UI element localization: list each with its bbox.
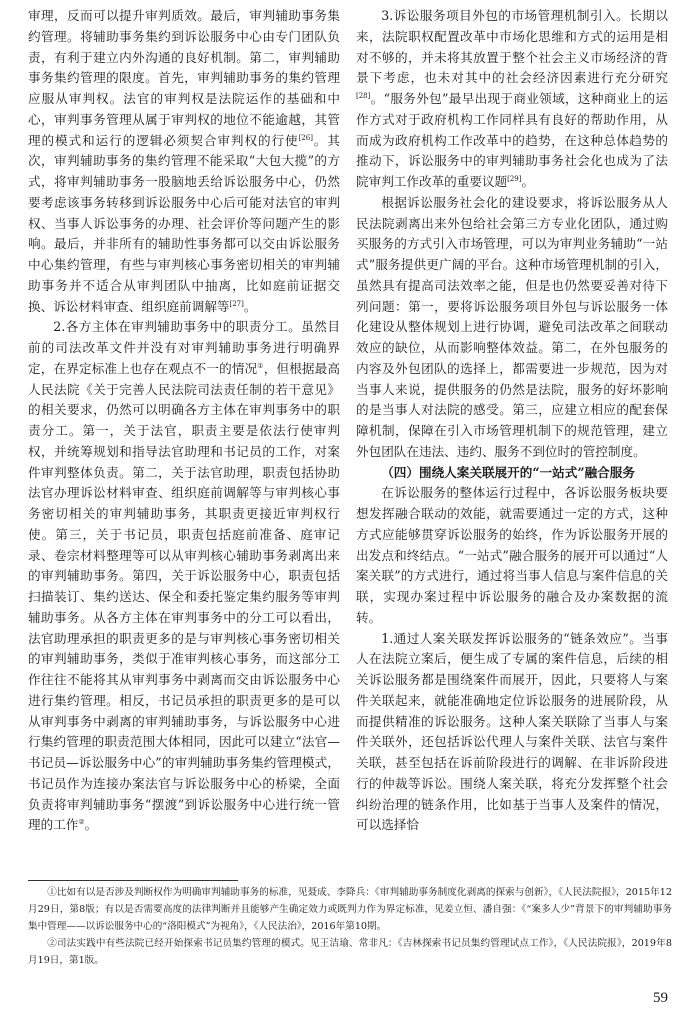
footnote-marker: ② xyxy=(78,818,85,827)
citation-ref: [28] xyxy=(356,91,371,100)
footnote-marker: ① xyxy=(257,361,264,370)
page-number: 59 xyxy=(653,990,668,1006)
right-column xyxy=(356,6,668,836)
footnote-divider xyxy=(28,880,238,881)
paragraph: 1.通过人案关联发挥诉讼服务的“链条效应”。当事人在法院立案后，便生成了专属的案件信息，后续的相关诉讼服务都是围绕案件而展开，因此，只要将人与案件关联起来，就能准确地定位诉讼服务的进展阶段，从而提供精准的诉讼服务。这种人案关联除了当事人与案件关联外，还包括诉讼代理人与案件关联、法官与案件关联，甚至包括在诉前阶段进行的调解、在非诉阶段进行的仲裁等诉讼。围绕人案关联，将充分发挥整个社会纠纷治理的链条作用，比如基于当事人及案件的情况，可以选择恰 xyxy=(356,630,668,833)
citation-ref: [26] xyxy=(298,133,313,142)
section-heading: （四）围绕人案关联展开的“一站式”融合服务 xyxy=(381,464,635,480)
footnotes xyxy=(28,884,672,969)
paragraph: 2.各方主体在审判辅助事务中的职责分工。虽然目前的司法改革文件并没有对审判辅助事务进行明确界定，在界定标准上也存在观点不一的情况①，但根据最高人民法院《关于完善人民法院司法责任制的若干意见》的相关要求，仍然可以明确各方主体在审判事务中的职责分工。第一，关于法官，职责主要是依法行使审判权，并统筹规划和指导法官助理和书记员的工作，对案件审判整体负责。第二，关于法官助理，职责包括协助法官办理诉讼材料审查、组织庭前调解等与审判核心事务密切相关的审判辅助事务，其职责更接近审判权行使。第三，关于书记员，职责包括庭前准备、庭审记录、卷宗材料整理等可以从审判核心辅助事务剥离出来的审判辅助事务。第四，关于诉讼服务中心，职责包括扫描装订、集约送达、保全和委托鉴定集约服务等审判辅助事务。从各方主体在审判事务中的分工可以看出，法官助理承担的职责更多的是与审判核心事务密切相关的审判辅助事务，类似于准审判核心事务，而这部分工作往往不能将其从审判事务中剥离而交由诉讼服务中心进行集约管理。相反，书记员承担的职责更多的是可以从审判事务中剥离的审判辅助事务，与诉讼服务中心进行集约管理的职责范围大体相同，因此可以建立“法官—书记员—诉讼服务中心”的审判辅助事务集约管理模式，书记员作为连接办案法官与诉讼服务中心的桥梁，全面负责将审判辅助事务“摆渡”到诉讼服务中心进行统一管理的工作②。 xyxy=(28,319,341,833)
footnote: ①比如有以是否涉及判断权作为明确审判辅助事务的标准，见聂成、李降兵：《审判辅助事务制度化剥离的探索与创新》，《人民法院报》，2015年12月29日，第8版；有以是否需要高度的法律判断并且能够产生确定效力或既判力作为界定标准，见姜立恒、潘自强：《“案多人少”背景下的审判辅助事务集中管理——以诉讼服务中心的“洛阳模式”为视角》，《人民法治》，2016年第10期。 xyxy=(28,887,672,932)
paragraph: 3.诉讼服务项目外包的市场管理机制引入。长期以来，法院职权配置改革中市场化思维和方式的运用是相对不够的，并未将其放置于整个社会主义市场经济的背景下考虑，也未对其中的社会经济因素进行充分研究[28]。“服务外包”最早出现于商业领域，这种商业上的运作方式对于政府机构工作同样具有良好的帮助作用，从而成为政府机构工作改革中的趋势，在这种总体趋势的推动下，诉讼服务中的审判辅助事务社会化也成为了法院审判工作改革的重要议题[29]。 xyxy=(356,8,668,189)
paragraph: 在诉讼服务的整体运行过程中，各诉讼服务板块要想发挥融合联动的效能，就需要通过一定的方式，这种方式应能够贯穿诉讼服务的始终，作为诉讼服务开展的出发点和终结点。“一站式”融合服务的展开可以通过“人案关联”的方式进行，通过将当事人信息与案件信息的关联，实现办案过程中诉讼服务的融合及办案数据的流转。 xyxy=(356,485,668,625)
left-column xyxy=(28,6,340,836)
citation-ref: [27] xyxy=(229,299,244,308)
paragraph: 根据诉讼服务社会化的建设要求，将诉讼服务从人民法院剥离出来外包给社会第三方专业化团队，通过购买服务的方式引入市场管理，可以为审判业务辅助“一站式”服务提供更广阔的平台。这种市场管理机制的引入，虽然具有提高司法效率之能，但是也仍然要妥善对待下列问题：第一，要将诉讼服务项目外包与诉讼服务一体化建设从整体规划上进行协调，避免司法改革之间联动效应的缺位，从而影响整体效益。第二，在外包服务的内容及外包团队的选择上，都需要进一步规范，因为对当事人来说，提供服务的仍然是法院，服务的好坏影响的是当事人对法院的感受。第三，应建立相应的配套保障机制，保障在引入市场管理机制下的规范管理，建立外包团队在违法、违约、服务不到位时的管控制度。 xyxy=(356,194,668,459)
paragraph: 审理，反而可以提升审判质效。最后，审判辅助事务集约管理。将辅助事务集约到诉讼服务中心由专门团队负责，有利于建立内外沟通的良好机制。第二，审判辅助事务集约管理的限度。首先，审判辅助事务的集约管理应服从审判权。法官的审判权是法院运作的基础和中心，审判事务管理从属于审判权的地位不能逾越，其管理的模式和运行的逻辑必须契合审判权的行使[26]。其次，审判辅助事务的集约管理不能采取“大包大揽”的方式，将审判辅助事务一股脑地丢给诉讼服务中心，仍然要考虑该事务转移到诉讼服务中心后可能对法官的审判权、当事人诉讼事务的办理、社会评价等问题产生的影响。最后，并非所有的辅助性事务都可以交由诉讼服务中心集约管理，有些与审判核心事务密切相关的审判辅助事务并不适合从审判团队中抽离，比如庭前证据交换、诉讼材料审查、组织庭前调解等[27]。 xyxy=(28,8,341,314)
footnote: ②司法实践中有些法院已经开始探索书记员集约管理的模式。见王洁瑜、常非凡：《吉林探索书记员集约管理试点工作》，《人民法院报》，2019年8月19日，第1版。 xyxy=(28,938,672,966)
citation-ref: [29] xyxy=(507,174,522,183)
